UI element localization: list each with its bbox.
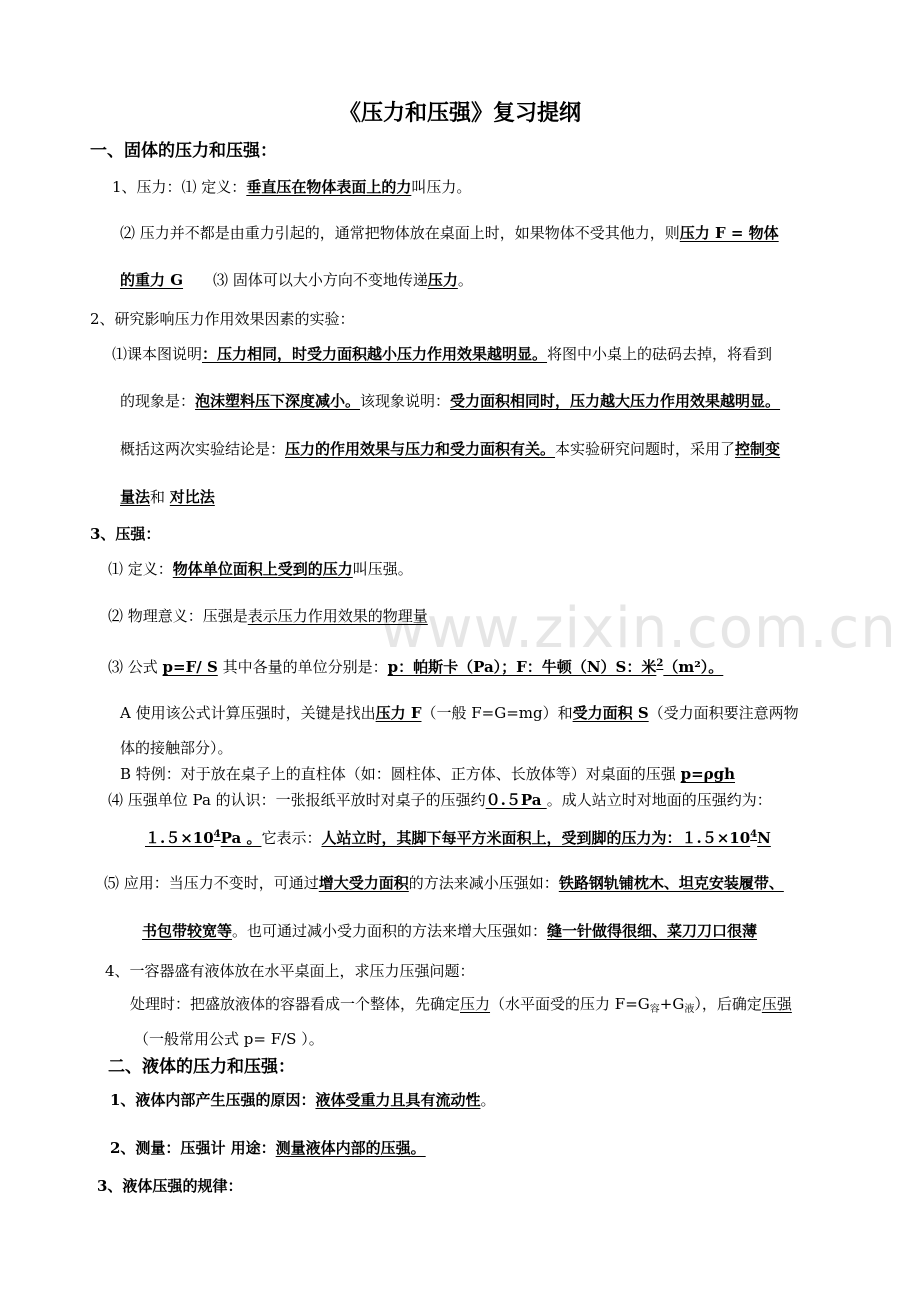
experiment-line-1: ⑴课本图说明：压力相同，时受力面积越小压力作用效果越明显。将图中小桌上的砝码去掉，将看到 (112, 345, 773, 363)
section-1-heading: 一、固体的压力和压强： (90, 141, 277, 161)
liquid-pressure-measurement: 2、测量：压强计 用途：测量液体内部的压强。 (110, 1139, 426, 1157)
pressure-heading: 3、压强： (90, 525, 161, 543)
application-line-1: ⑸ 应用：当压力不变时，可通过增大受力面积的方法来减小压强如：铁路钢轨铺枕木、坦克安装履带、 (104, 874, 784, 892)
formula-note-b: B 特例：对于放在桌子上的直柱体（如：圆柱体、正方体、长放体等）对桌面的压强 p=ρgh (120, 765, 736, 783)
pressure-source-line: ⑵ 压力并不都是由重力引起的，通常把物体放在桌面上时，如果物体不受其他力，则压力 F = 物体 (120, 224, 779, 242)
container-heading: 4、一容器盛有液体放在水平桌面上，求压力压强问题： (105, 962, 475, 980)
page-title: 《压力和压强》复习提纲 (338, 100, 581, 126)
application-line-2: 书包带较宽等。也可通过减小受力面积的方法来增大压强如：缝一针做得很细、菜刀刀口很薄 (142, 922, 758, 940)
experiment-heading: 2、研究影响压力作用效果因素的实验： (90, 310, 355, 328)
pa-unit-line-2: $1.5\times 10^4Pa$ 。它表示：人站立时，其脚下每平方米面积上，受到脚的压力为：$1.5\times 10^4N$ (145, 829, 771, 847)
container-line-1: 处理时：把盛放液体的容器看成一个整体，先确定压力（水平面受的压力 $F=G_容+G_液$），后确定压强 (130, 995, 792, 1015)
experiment-line-3: 概括这两次实验结论是：压力的作用效果与压力和受力面积有关。本实验研究问题时，采用了控制变 (120, 440, 781, 458)
liquid-pressure-rules: 3、液体压强的规律： (97, 1177, 243, 1195)
section-2-heading: 二、液体的压力和压强： (108, 1057, 295, 1077)
formula-note-a: A 使用该公式计算压强时，关键是找出压力 F（一般 F=G=mg）和受力面积 S（受力面积要注意两物 (120, 704, 799, 722)
pressure-intensity-definition: ⑴ 定义：物体单位面积上受到的压力叫压强。 (108, 560, 413, 578)
experiment-line-2: 的现象是：泡沫塑料压下深度减小。该现象说明：受力面积相同时，压力越大压力作用效果越明显。 (120, 392, 781, 410)
container-line-2: （一般常用公式 p= F/S ）。 (134, 1030, 324, 1048)
pa-unit-line: ⑷ 压强单位 Pa 的认识：一张报纸平放时对桌子的压强约０.５Pa 。成人站立时对地面的压强约为： (108, 791, 772, 809)
physical-meaning: ⑵ 物理意义：压强是表示压力作用效果的物理量 (108, 607, 428, 625)
formula-line: ⑶ 公式 p=F/ S 其中各量的单位分别是：p：帕斯卡（Pa）；F：牛顿（N）S：米$^2$（m²）。 (108, 658, 724, 676)
experiment-line-4: 量法和 对比法 (120, 488, 215, 506)
pressure-definition: 1、压力：⑴ 定义：垂直压在物体表面上的力叫压力。 (112, 178, 472, 196)
liquid-pressure-cause: 1、液体内部产生压强的原因：液体受重力且具有流动性。 (110, 1091, 496, 1109)
formula-note-a-cont: 体的接触部分）。 (120, 739, 233, 757)
pressure-transfer-line: 的重力 G ⑶ 固体可以大小方向不变地传递压力。 (120, 271, 473, 289)
watermark: www.zixin.com.cn (380, 596, 897, 661)
